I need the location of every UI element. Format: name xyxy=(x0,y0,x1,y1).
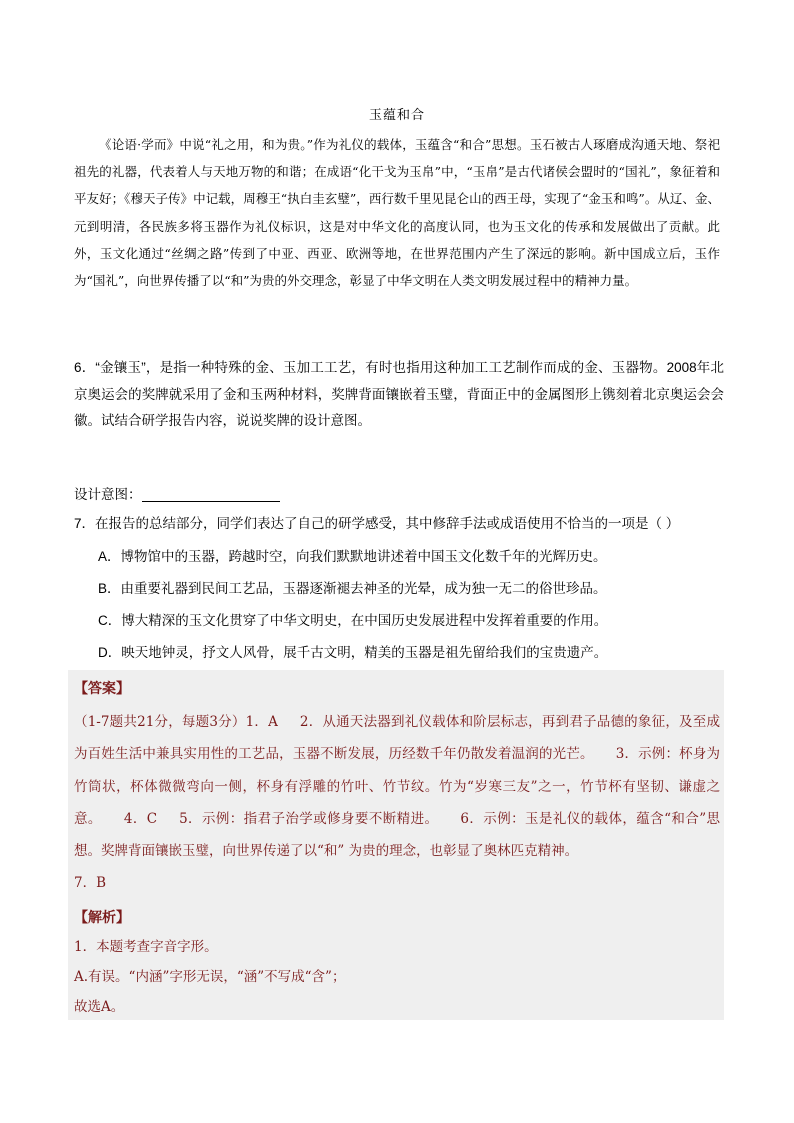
answer-item-4: 4．C xyxy=(123,810,158,827)
answer-item-1: （1-7题共21分，每题3分）1．A xyxy=(74,714,278,730)
answer-blank xyxy=(142,485,280,502)
passage-title: 玉蕴和合 xyxy=(368,108,425,123)
explanation-line-3: 故选A。 xyxy=(74,998,125,1015)
option-d: D．映天地钟灵，抒文人风骨，展千古文明，精美的玉器是祖先留给我们的宝贵遗产。 xyxy=(98,645,608,660)
answer-item-3: 3．示例：杯身为竹筒状，杯体微微弯向一侧，杯身有浮雕的竹叶、竹节纹。竹为“岁寒三友”之一，竹节杯有坚韧、谦虚之意。 xyxy=(74,746,721,827)
question-7-options xyxy=(98,545,728,673)
passage-text: 《论语·学而》中说“礼之用，和为贵。”作为礼仪的载体，玉蕴含“和合”思想。玉石被古人琢磨成沟通天地、祭祀祖先的礼器，代表着人与天地万物的和谐；在成语“化干戈为玉帛”中，“玉帛”是古代诸侯会盟时的“国礼”，象征着和平友好；《穆天子传》中记载，周穆王“执白圭玄璧”，西行数千里见昆仑山的西王母，实现了“金玉和鸣”。从辽、金、元到明清，各民族多将玉器作为礼仪标识，这是对中华文化的高度认同，也为玉文化的传承和发展做出了贡献。此外，玉文化通过“丝绸之路”传到了中亚、西亚、欧洲等地，在世界范围内产生了深远的影响。新中国成立后，玉作为“国礼”，向世界传播了以“和”为贵的外交理念，彰显了中华文明在人类文明发展过程中的精神力量。 xyxy=(74,137,720,289)
option-c: C．博大精深的玉文化贯穿了中华文明史，在中国历史发展进程中发挥着重要的作用。 xyxy=(98,613,608,628)
answer-body xyxy=(74,706,720,900)
answer-item-6: 6．示例：玉是礼仪的载体，蕴含“和合”思想。奖牌背面镶嵌玉璧，向世界传递了以“和” 为贵的理念，也彰显了奥林匹克精神。 xyxy=(74,810,721,860)
explanation-line-1: 1．本题考查字音字形。 xyxy=(74,938,218,955)
question-6: 6．“金镶玉”，是指一种特殊的金、玉加工工艺，有时也指用这种加工工艺制作而成的金、玉器物。2008年北京奥运会的奖牌就采用了金和玉两种材料，奖牌背面镶嵌着玉璧，背面正中的金属图形上镌刻着北京奥运会会徽。试结合研学报告内容，说说奖牌的设计意图。 xyxy=(74,360,724,428)
answer-section xyxy=(68,670,724,1020)
explanation-heading: 【解析】 xyxy=(74,908,130,925)
answer-item-7: 7．B xyxy=(74,875,107,892)
answer-heading: 【答案】 xyxy=(74,680,130,696)
option-a: A．博物馆中的玉器，跨越时空，向我们默默地讲述着中国玉文化数千年的光辉历史。 xyxy=(98,549,607,564)
design-intent-line xyxy=(74,483,724,507)
answer-item-2: 2．从通天法器到礼仪载体和阶层标志，再到君子品德的象征，及至成为百姓生活中兼具实用性的工艺品，玉器不断发展，历经数千年仍散发着温润的光芒。 xyxy=(74,714,720,763)
option-b: B．由重要礼器到民间工艺品，玉器逐渐褪去神圣的光晕，成为独一无二的俗世珍品。 xyxy=(98,581,607,596)
question-7-stem: 7．在报告的总结部分，同学们表达了自己的研学感受，其中修辞手法或成语使用不恰当的一项是（ ） xyxy=(74,516,680,531)
answer-item-5: 5．示例：指君子治学或修身要不断精进。 xyxy=(179,810,439,827)
design-intent-label: 设计意图： xyxy=(74,487,142,502)
explanation-line-2: A.有误。“内涵”字形无误，“涵”不写成“含”； xyxy=(74,968,346,985)
